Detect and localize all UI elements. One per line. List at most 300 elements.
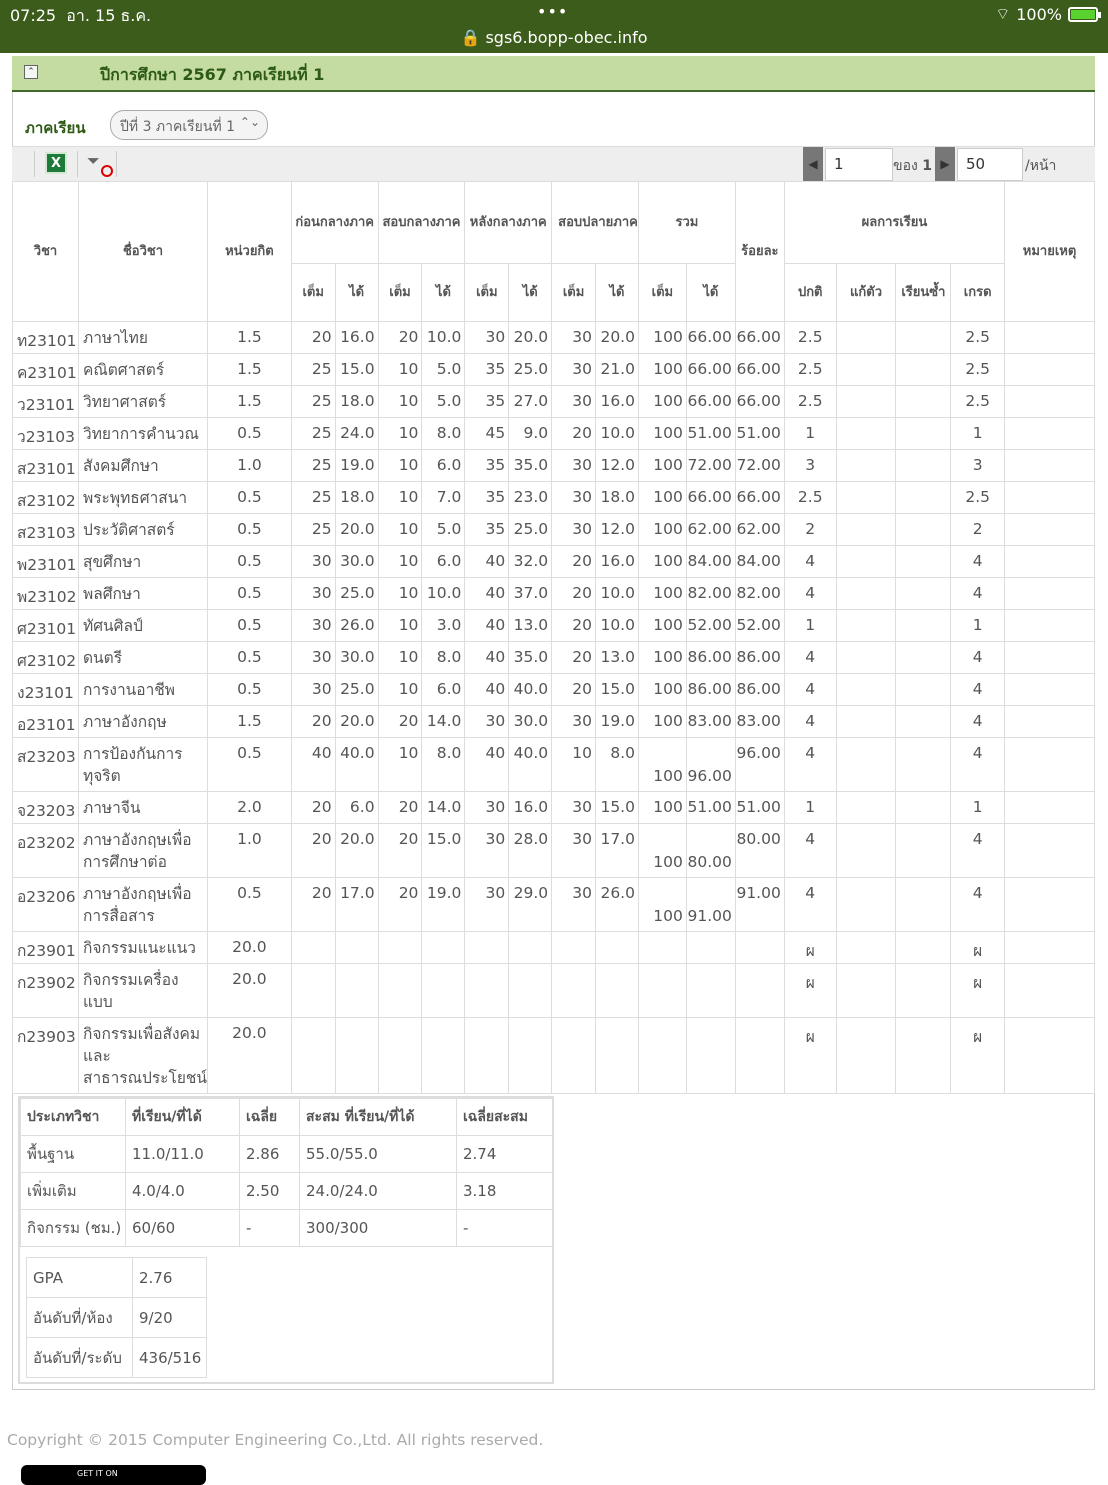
normal-result: 4	[784, 546, 836, 578]
grade: ผ	[951, 1018, 1005, 1094]
score-cell: 20	[552, 578, 596, 610]
note	[1005, 578, 1095, 610]
score-cell: 18.0	[596, 482, 639, 514]
table-row	[13, 964, 1095, 1018]
grade: 4	[951, 738, 1005, 792]
credit: 1.5	[208, 706, 292, 738]
percent: 52.00	[735, 610, 784, 642]
gpa-label: GPA	[27, 1258, 133, 1298]
percent	[735, 932, 784, 964]
score-cell: 5.0	[422, 386, 465, 418]
repeat-result	[896, 792, 951, 824]
score-cell: 30	[552, 354, 596, 386]
score-cell: 83.00	[686, 706, 735, 738]
col-percent: ร้อยละ	[735, 182, 784, 322]
score-cell: 30	[291, 674, 335, 706]
score-cell: 25.0	[509, 514, 552, 546]
score-cell	[686, 1018, 735, 1094]
repeat-result	[896, 674, 951, 706]
subject-name: ภาษาอังกฤษเพื่อการศึกษาต่อ	[78, 824, 207, 878]
clear-filter-icon[interactable]: ⏷	[87, 151, 113, 177]
fix-result	[836, 932, 896, 964]
subject-code: ว23101	[13, 386, 79, 418]
note	[1005, 482, 1095, 514]
toolbar	[12, 146, 1095, 182]
repeat-result	[896, 824, 951, 878]
gpa-label: อันดับที่/ระดับ	[27, 1338, 133, 1378]
score-cell: 6.0	[422, 674, 465, 706]
score-cell: 32.0	[509, 546, 552, 578]
fix-result	[836, 1018, 896, 1094]
score-cell	[596, 1018, 639, 1094]
gpa-row	[27, 1298, 207, 1338]
score-cell	[552, 1018, 596, 1094]
score-cell: 6.0	[335, 792, 378, 824]
toolbar-divider	[116, 151, 117, 177]
score-cell: 7.0	[422, 482, 465, 514]
score-cell: 20	[378, 824, 422, 878]
score-cell: 20	[552, 418, 596, 450]
subject-code: ส23103	[13, 514, 79, 546]
col-final: สอบปลายภาค	[552, 182, 639, 264]
score-cell	[335, 1018, 378, 1094]
subject-name: ทัศนศิลป์	[78, 610, 207, 642]
score-cell: 10	[378, 514, 422, 546]
table-row	[13, 354, 1095, 386]
score-cell: 30	[552, 792, 596, 824]
table-row	[13, 322, 1095, 354]
table-row	[13, 418, 1095, 450]
percent: 80.00	[735, 824, 784, 878]
score-cell: 100	[638, 546, 686, 578]
subject-name: สุขศึกษา	[78, 546, 207, 578]
percent	[735, 964, 784, 1018]
summary-cell: -	[240, 1210, 300, 1247]
score-cell: 10	[378, 674, 422, 706]
normal-result: 2.5	[784, 322, 836, 354]
summary-cell: 2.74	[457, 1136, 553, 1173]
per-page-suffix: /หน้า	[1025, 158, 1057, 174]
score-cell: 14.0	[422, 792, 465, 824]
score-cell: 30	[291, 546, 335, 578]
wifi-icon: ⌔	[995, 4, 1011, 23]
score-cell: 24.0	[335, 418, 378, 450]
credit: 0.5	[208, 738, 292, 792]
score-cell: 10	[378, 450, 422, 482]
table-row	[13, 878, 1095, 932]
score-cell: 10	[378, 642, 422, 674]
note	[1005, 514, 1095, 546]
normal-result: 4	[784, 642, 836, 674]
score-cell: 19.0	[422, 878, 465, 932]
score-cell	[291, 1018, 335, 1094]
percent: 66.00	[735, 322, 784, 354]
score-cell: 17.0	[596, 824, 639, 878]
score-cell	[465, 964, 509, 1018]
score-cell: 30	[552, 824, 596, 878]
score-cell	[638, 1018, 686, 1094]
score-cell: 15.0	[596, 674, 639, 706]
subject-code: ว23103	[13, 418, 79, 450]
per-page-input[interactable]: 50	[957, 148, 1023, 181]
gpa-table	[26, 1257, 207, 1378]
repeat-result	[896, 738, 951, 792]
score-cell: 13.0	[509, 610, 552, 642]
next-page-button[interactable]: ▶	[935, 147, 955, 182]
normal-result: ผ	[784, 932, 836, 964]
score-cell	[552, 964, 596, 1018]
score-cell: 66.00	[686, 482, 735, 514]
summary-cell: 2.86	[240, 1136, 300, 1173]
gpa-value: 436/516	[133, 1338, 207, 1378]
score-cell: 45	[465, 418, 509, 450]
score-cell: 20.0	[335, 514, 378, 546]
score-cell: 35	[465, 354, 509, 386]
note	[1005, 354, 1095, 386]
note	[1005, 738, 1095, 792]
fix-result	[836, 514, 896, 546]
score-cell: 100	[638, 482, 686, 514]
score-cell: 25	[291, 514, 335, 546]
subject-code: อ23202	[13, 824, 79, 878]
summary-cell: -	[457, 1210, 553, 1247]
percent: 84.00	[735, 546, 784, 578]
normal-result: 4	[784, 878, 836, 932]
url-bar[interactable]: 🔒 sgs6.bopp-obec.info	[460, 28, 648, 47]
summary-header: ประเภทวิชา	[21, 1099, 126, 1136]
score-cell: 20	[291, 792, 335, 824]
grade: 4	[951, 578, 1005, 610]
score-cell: 26.0	[335, 610, 378, 642]
status-right	[995, 4, 1098, 24]
col-total: รวม	[638, 182, 735, 264]
score-cell: 100	[638, 354, 686, 386]
score-cell: 17.0	[335, 878, 378, 932]
subject-name: การป้องกันการทุจริต	[78, 738, 207, 792]
score-cell: 100	[638, 450, 686, 482]
score-cell: 10	[378, 546, 422, 578]
col-fix: แก้ตัว	[836, 264, 896, 322]
score-cell	[638, 964, 686, 1018]
note	[1005, 642, 1095, 674]
page-input[interactable]: 1	[825, 148, 893, 181]
score-cell: 10.0	[596, 578, 639, 610]
score-cell: 10	[378, 386, 422, 418]
prev-page-button[interactable]: ◀	[803, 147, 823, 182]
score-cell: 35	[465, 482, 509, 514]
score-cell: 25	[291, 482, 335, 514]
score-cell: 30	[465, 824, 509, 878]
percent: 91.00	[735, 878, 784, 932]
subject-code: ค23101	[13, 354, 79, 386]
score-cell: 25.0	[335, 578, 378, 610]
more-dots-icon[interactable]: •••	[537, 2, 569, 21]
percent: 51.00	[735, 792, 784, 824]
summary-header: เฉลี่ยสะสม	[457, 1099, 553, 1136]
repeat-result	[896, 932, 951, 964]
col-post-mid: หลังกลางภาค	[465, 182, 552, 264]
col-code: วิชา	[13, 182, 79, 322]
grade: 4	[951, 674, 1005, 706]
score-cell: 29.0	[509, 878, 552, 932]
score-cell: 27.0	[509, 386, 552, 418]
credit: 1.5	[208, 386, 292, 418]
fix-result	[836, 578, 896, 610]
score-cell: 15.0	[335, 354, 378, 386]
summary-cell: 11.0/11.0	[126, 1136, 240, 1173]
subject-name: กิจกรรมแนะแนว	[78, 932, 207, 964]
panel-header	[12, 56, 1095, 92]
footer-copyright: Copyright © 2015 Computer Engineering Co.,Ltd. All rights reserved.	[7, 1431, 544, 1449]
grade: 1	[951, 610, 1005, 642]
score-cell	[378, 964, 422, 1018]
excel-export-icon[interactable]: X	[45, 152, 67, 174]
score-cell: 19.0	[596, 706, 639, 738]
fix-result	[836, 322, 896, 354]
score-cell: 8.0	[422, 738, 465, 792]
subject-name: วิทยาการคำนวณ	[78, 418, 207, 450]
grades-table	[12, 181, 1095, 1094]
score-cell: 30	[291, 578, 335, 610]
fix-result	[836, 824, 896, 878]
subject-code: พ23102	[13, 578, 79, 610]
grade: 2	[951, 514, 1005, 546]
score-cell: 100	[638, 792, 686, 824]
score-cell: 8.0	[422, 642, 465, 674]
col-full: เต็ม	[378, 264, 422, 322]
score-cell: 30.0	[509, 706, 552, 738]
status-bar	[0, 0, 1108, 53]
grade: ผ	[951, 932, 1005, 964]
percent: 66.00	[735, 354, 784, 386]
score-cell: 30.0	[335, 642, 378, 674]
score-cell	[378, 932, 422, 964]
table-row	[13, 1018, 1095, 1094]
score-cell: 6.0	[422, 450, 465, 482]
fix-result	[836, 642, 896, 674]
score-cell: 20	[552, 546, 596, 578]
subject-name: ภาษาอังกฤษเพื่อการสื่อสาร	[78, 878, 207, 932]
score-cell: 62.00	[686, 514, 735, 546]
score-cell: 10.0	[422, 322, 465, 354]
note	[1005, 546, 1095, 578]
score-cell: 10	[378, 418, 422, 450]
score-cell: 40	[465, 738, 509, 792]
subject-code: อ23101	[13, 706, 79, 738]
score-cell	[335, 964, 378, 1018]
repeat-result	[896, 450, 951, 482]
subject-code: ง23101	[13, 674, 79, 706]
summary-row	[21, 1173, 553, 1210]
col-got: ได้	[596, 264, 639, 322]
score-cell: 100	[638, 514, 686, 546]
pager-of-label: ของ 1	[893, 158, 933, 174]
normal-result: 3	[784, 450, 836, 482]
subject-code: ศ23101	[13, 610, 79, 642]
term-select[interactable]	[110, 110, 268, 140]
credit: 2.0	[208, 792, 292, 824]
col-mid: สอบกลางภาค	[378, 182, 465, 264]
score-cell: 20.0	[509, 322, 552, 354]
subject-code: ท23101	[13, 322, 79, 354]
credit: 20.0	[208, 1018, 292, 1094]
note	[1005, 418, 1095, 450]
percent: 86.00	[735, 674, 784, 706]
score-cell: 30.0	[335, 546, 378, 578]
score-cell: 18.0	[335, 482, 378, 514]
credit: 1.0	[208, 450, 292, 482]
subject-code: จ23203	[13, 792, 79, 824]
score-cell: 20	[378, 792, 422, 824]
score-cell: 20	[291, 706, 335, 738]
app-store-badge[interactable]: GET IT ON	[21, 1465, 206, 1485]
table-row	[13, 386, 1095, 418]
score-cell: 40	[291, 738, 335, 792]
repeat-result	[896, 418, 951, 450]
chevron-updown-icon: ⌃⌄	[239, 115, 260, 129]
table-row	[13, 706, 1095, 738]
credit: 0.5	[208, 578, 292, 610]
subject-name: สังคมศึกษา	[78, 450, 207, 482]
normal-result: 2	[784, 514, 836, 546]
table-row	[13, 674, 1095, 706]
normal-result: 4	[784, 674, 836, 706]
score-cell: 20	[552, 610, 596, 642]
table-row	[13, 610, 1095, 642]
fix-result	[836, 450, 896, 482]
score-cell: 82.00	[686, 578, 735, 610]
score-cell: 26.0	[596, 878, 639, 932]
percent: 83.00	[735, 706, 784, 738]
score-cell: 23.0	[509, 482, 552, 514]
score-cell: 30	[291, 610, 335, 642]
percent: 86.00	[735, 642, 784, 674]
score-cell: 52.00	[686, 610, 735, 642]
score-cell: 30	[291, 642, 335, 674]
fix-result	[836, 482, 896, 514]
summary-header: เฉลี่ย	[240, 1099, 300, 1136]
score-cell: 96.00	[686, 738, 735, 792]
normal-result: 2.5	[784, 354, 836, 386]
score-cell: 35	[465, 386, 509, 418]
score-cell: 25	[291, 386, 335, 418]
toolbar-divider	[77, 151, 78, 177]
col-got: ได้	[686, 264, 735, 322]
score-cell	[509, 964, 552, 1018]
grade: 4	[951, 878, 1005, 932]
score-cell: 40	[465, 546, 509, 578]
subject-name: ภาษาอังกฤษ	[78, 706, 207, 738]
score-cell: 5.0	[422, 354, 465, 386]
score-cell: 40	[465, 578, 509, 610]
credit: 0.5	[208, 674, 292, 706]
col-full: เต็ม	[552, 264, 596, 322]
subject-name: พลศึกษา	[78, 578, 207, 610]
fix-result	[836, 546, 896, 578]
gpa-label: อันดับที่/ห้อง	[27, 1298, 133, 1338]
repeat-result	[896, 610, 951, 642]
col-pre-mid: ก่อนกลางภาค	[291, 182, 378, 264]
percent: 62.00	[735, 514, 784, 546]
summary-cell: 2.50	[240, 1173, 300, 1210]
score-cell: 30	[465, 706, 509, 738]
score-cell: 10.0	[596, 610, 639, 642]
credit: 20.0	[208, 964, 292, 1018]
score-cell: 30	[552, 386, 596, 418]
repeat-result	[896, 578, 951, 610]
score-cell: 37.0	[509, 578, 552, 610]
summary-table	[20, 1098, 553, 1247]
score-cell: 20	[291, 878, 335, 932]
battery-percent: 100%	[1016, 4, 1062, 24]
subject-name: คณิตศาสตร์	[78, 354, 207, 386]
repeat-result	[896, 514, 951, 546]
score-cell	[422, 932, 465, 964]
credit: 1.5	[208, 354, 292, 386]
summary-cell: 55.0/55.0	[300, 1136, 457, 1173]
score-cell: 91.00	[686, 878, 735, 932]
percent: 51.00	[735, 418, 784, 450]
score-cell: 100	[638, 578, 686, 610]
percent: 66.00	[735, 386, 784, 418]
subject-code: ส23101	[13, 450, 79, 482]
score-cell: 30	[465, 792, 509, 824]
summary-header: ที่เรียน/ที่ได้	[126, 1099, 240, 1136]
fix-result	[836, 418, 896, 450]
score-cell	[378, 1018, 422, 1094]
col-full: เต็ม	[638, 264, 686, 322]
score-cell: 35	[465, 514, 509, 546]
score-cell: 14.0	[422, 706, 465, 738]
fix-result	[836, 386, 896, 418]
credit: 1.5	[208, 322, 292, 354]
subject-name: วิทยาศาสตร์	[78, 386, 207, 418]
col-got: ได้	[422, 264, 465, 322]
score-cell: 5.0	[422, 514, 465, 546]
score-cell: 40	[465, 674, 509, 706]
score-cell: 84.00	[686, 546, 735, 578]
grade: 1	[951, 418, 1005, 450]
credit: 0.5	[208, 642, 292, 674]
score-cell: 18.0	[335, 386, 378, 418]
score-cell: 30	[465, 878, 509, 932]
subject-name: ภาษาจีน	[78, 792, 207, 824]
score-cell	[596, 964, 639, 1018]
score-cell: 72.00	[686, 450, 735, 482]
score-cell: 25	[291, 354, 335, 386]
score-cell: 13.0	[596, 642, 639, 674]
gpa-value: 2.76	[133, 1258, 207, 1298]
score-cell: 20	[552, 674, 596, 706]
score-cell: 10	[378, 738, 422, 792]
score-cell	[291, 964, 335, 1018]
note	[1005, 674, 1095, 706]
collapse-icon[interactable]: ⌃	[24, 65, 38, 79]
score-cell	[422, 964, 465, 1018]
grade: 2.5	[951, 322, 1005, 354]
score-cell: 100	[638, 674, 686, 706]
fix-result	[836, 792, 896, 824]
col-full: เต็ม	[291, 264, 335, 322]
score-cell: 40.0	[335, 738, 378, 792]
score-cell: 25.0	[509, 354, 552, 386]
col-got: ได้	[335, 264, 378, 322]
grade: ผ	[951, 964, 1005, 1018]
summary-cell: 3.18	[457, 1173, 553, 1210]
summary-row	[21, 1210, 553, 1247]
note	[1005, 610, 1095, 642]
repeat-result	[896, 964, 951, 1018]
